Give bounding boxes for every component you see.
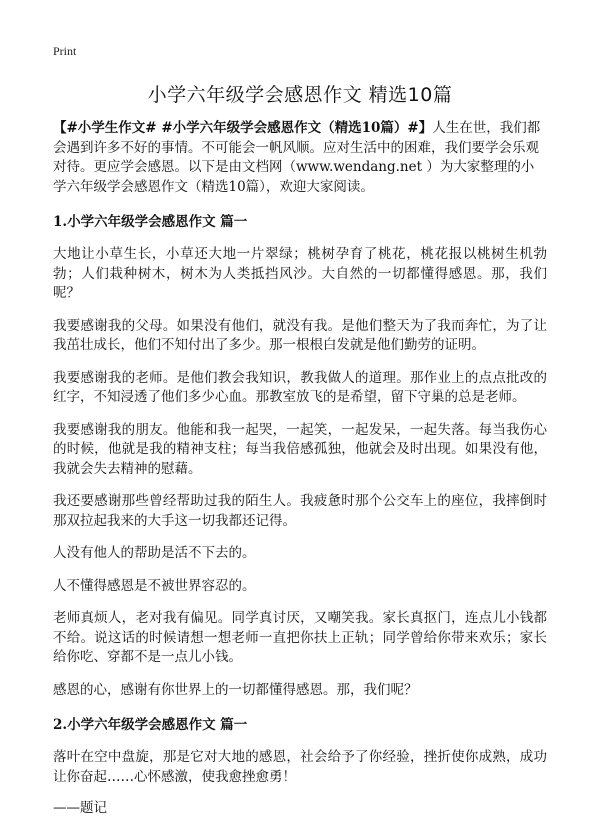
section-2-paragraph-1: 落叶在空中盘旋，那是它对大地的感恩，社会给予了你经验，挫折使你成熟，成功让你奋起……心怀感激，使我愈挫愈勇！: [53, 749, 547, 785]
section-2-signature: ——题记: [53, 800, 107, 816]
document-page: [53, 44, 547, 819]
document-title: 小学六年级学会感恩作文 精选10篇: [147, 84, 453, 106]
section-1-paragraph-6: 人没有他人的帮助是活不下去的。: [53, 545, 256, 561]
section-heading-1: 1.小学六年级学会感恩作文 篇一: [53, 214, 248, 230]
intro-tag: 【#小学生作文# #小学六年级学会感恩作文（精选10篇）#】: [53, 120, 433, 136]
section-1-paragraph-2: 我要感谢我的父母。如果没有他们，就没有我。是他们整天为了我而奔忙，为了让我茁壮成长，他们不知付出了多少。那一根根白发就是他们勤劳的证明。: [53, 317, 547, 353]
intro-text: 人生在世，我们都会遇到许多不好的事情。不可能会一帆风顺。应对生活中的困难，我们要学会乐观对待。更应学会感恩。以下是由文档网（www.wendang.net ）为大家整理的小学六年级学会感恩作文（精选10篇），欢迎大家阅读。: [53, 120, 541, 195]
section-1-paragraph-8: 老师真烦人，老对我有偏见。同学真讨厌，又嘲笑我。家长真抠门，连点儿小钱都不给。说这话的时候请想一想老师一直把你扶上正轨；同学曾给你带来欢乐；家长给你吃、穿都不是一点儿小钱。: [53, 610, 547, 665]
section-1-paragraph-9: 感恩的心，感谢有你世界上的一切都懂得感恩。那，我们呢？: [53, 681, 418, 698]
section-heading-2: 2.小学六年级学会感恩作文 篇一: [53, 717, 248, 733]
section-1-paragraph-3: 我要感谢我的老师。是他们教会我知识，教我做人的道理。那作业上的点点批改的红字，不知浸透了他们多少心血。那教室放飞的是希望，留下守巢的总是老师。: [53, 369, 547, 405]
section-1-paragraph-1: 大地让小草生长，小草还大地一片翠绿；桃树孕育了桃花，桃花报以桃树生机勃勃；人们栽种树木，树木为人类抵挡风沙。大自然的一切都懂得感恩。那，我们呢？: [53, 246, 547, 301]
section-1-paragraph-4: 我要感谢我的朋友。他能和我一起哭，一起笑，一起发呆，一起失落。每当我伤心的时候，他就是我的精神支柱；每当我倍感孤独，他就会及时出现。如果没有他，我就会失去精神的慰藉。: [53, 421, 547, 477]
intro-paragraph: [53, 119, 547, 197]
section-1-paragraph-5: 我还要感谢那些曾经帮助过我的陌生人。我疲惫时那个公交车上的座位，我摔倒时那双拉起我来的大手这一切我都还记得。: [53, 493, 547, 529]
print-link[interactable]: Print: [53, 44, 77, 58]
section-1-paragraph-7: 人不懂得感恩是不被世界容忍的。: [53, 577, 256, 594]
